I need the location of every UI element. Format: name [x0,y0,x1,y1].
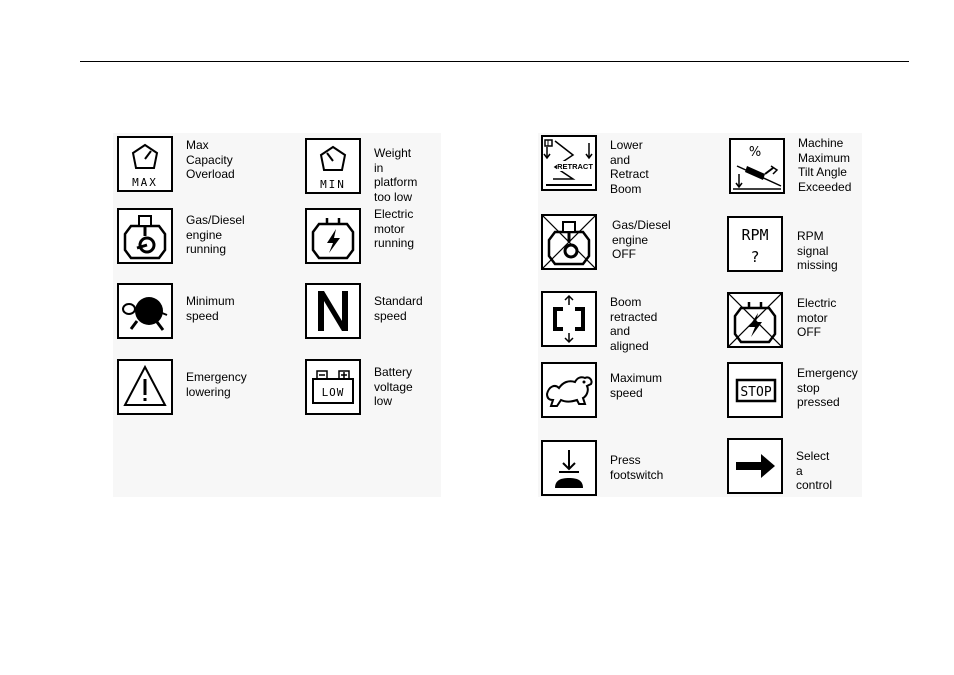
rabbit-icon [541,362,597,418]
rpm-question-text: ? [750,248,760,266]
max-text: MAX [132,176,158,189]
footswitch-icon [541,440,597,496]
arrow-right-icon [727,438,783,494]
max-capacity-icon [117,136,173,192]
label-emergency-stop: Emergency stop pressed [797,366,858,409]
label-minimum-speed: Minimum speed [186,294,235,323]
label-boom-aligned: Boom retracted and aligned [610,295,658,353]
label-maximum-speed: Maximum speed [610,371,663,400]
label-engine-running: Gas/Diesel engine running [186,213,245,256]
electric-motor-icon [305,208,361,264]
header-rule [80,61,909,62]
label-engine-off: Gas/Diesel engine OFF [612,218,671,261]
label-battery-low: Battery voltage low [374,365,413,408]
stop-text: STOP [740,385,772,400]
label-max-capacity: Max Capacity Overload [186,138,235,181]
percent-text: % [748,145,762,160]
min-text: MIN [320,178,346,191]
turtle-icon [117,283,173,339]
electric-motor-off-icon [727,292,783,348]
rpm-text: RPM [741,226,769,244]
low-text: LOW [321,386,345,399]
battery-low-icon [305,359,361,415]
letter-n-icon [305,283,361,339]
engine-off-icon [541,214,597,270]
retract-text: RETRACT [557,162,593,171]
warning-triangle-icon [117,359,173,415]
label-standard-speed: Standard speed [374,294,423,323]
label-lower-retract-boom: Lower and Retract Boom [610,138,649,196]
label-select-control: Select a control [796,449,833,492]
label-tilt-angle-exceeded: Machine Maximum Tilt Angle Exceeded [798,136,852,194]
lower-retract-boom-icon [541,135,597,191]
label-emergency-lowering: Emergency lowering [186,370,247,399]
label-weight-too-low: Weight in platform too low [374,146,418,204]
label-press-footswitch: Press footswitch [610,453,664,482]
label-electric-motor-running: Electric motor running [374,207,415,250]
label-electric-motor-off: Electric motor OFF [797,296,837,339]
label-rpm-missing: RPM signal missing [797,229,838,272]
rpm-missing-icon [727,216,783,272]
boom-aligned-icon [541,291,597,347]
stop-icon [727,362,783,418]
min-weight-icon [305,138,361,194]
tilt-angle-icon [729,138,785,194]
engine-running-icon [117,208,173,264]
